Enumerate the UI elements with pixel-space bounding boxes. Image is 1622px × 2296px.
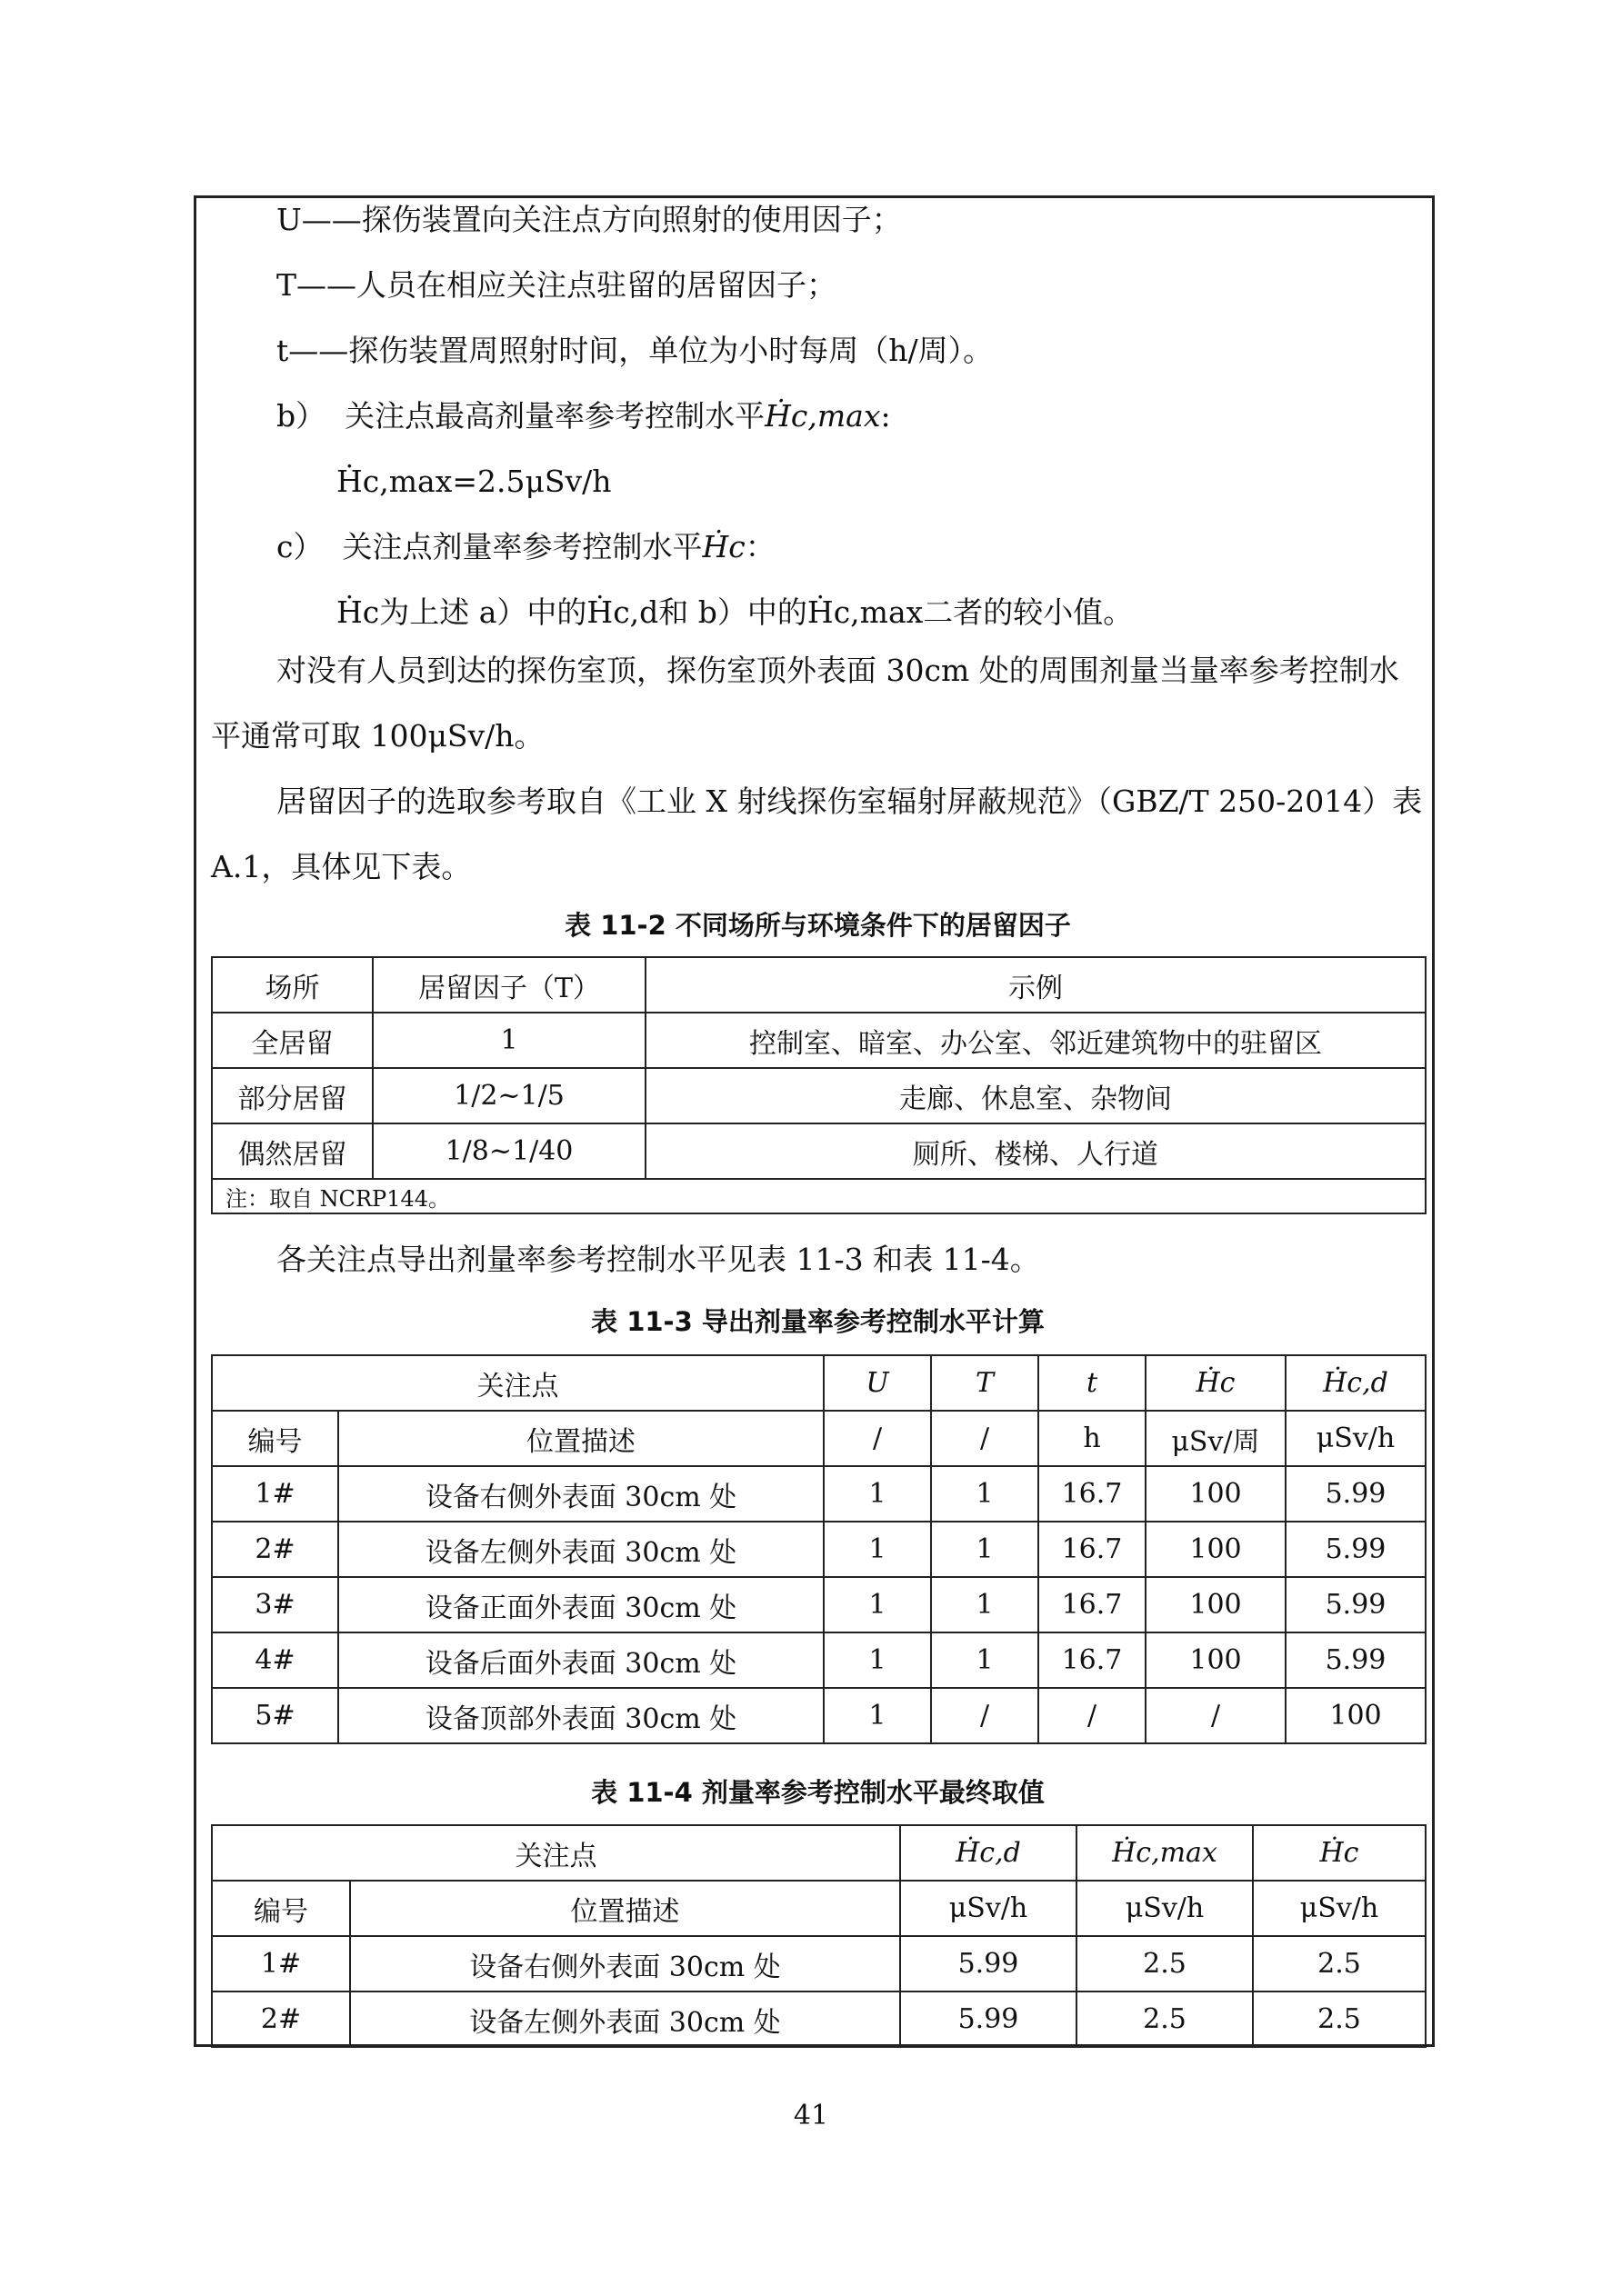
header-cell: t [1038,1355,1146,1411]
header-cell: Ḣc [1253,1825,1426,1881]
header-cell: 关注点 [212,1825,900,1881]
item-b-text: 关注点最高剂量率参考控制水平 [345,398,766,434]
table-cell: 100 [1146,1466,1286,1522]
header-cell: U [824,1355,931,1411]
table-cell: 1 [931,1577,1038,1632]
item-c-text: 关注点剂量率参考控制水平 [342,529,703,564]
table-cell: 1 [824,1688,931,1743]
unit-cell: μSv/h [900,1881,1076,1936]
table-cell: 5.99 [900,1992,1076,2047]
table-cell: 1 [931,1466,1038,1522]
table-cell: 设备右侧外表面 30cm 处 [350,1936,900,1992]
table-cell: 设备左侧外表面 30cm 处 [338,1522,824,1577]
table-row [212,1936,1426,1992]
table-cell: 走廊、休息室、杂物间 [646,1068,1426,1123]
item-c-tail: ： [745,529,776,564]
table-cell: 5# [212,1688,338,1743]
header-cell: 居留因子（T） [373,957,646,1013]
table-header-row [212,957,1426,1013]
table-cell: 5.99 [1286,1577,1426,1632]
table-cell: 控制室、暗室、办公室、邻近建筑物中的驻留区 [646,1013,1426,1068]
header-cell: 场所 [212,957,373,1013]
unit-cell: μSv/周 [1146,1411,1286,1466]
definition-small-t: t——探伤装置周照射时间，单位为小时每周（h/周）。 [276,333,994,368]
table-cell: 设备正面外表面 30cm 处 [338,1577,824,1632]
table-note-row [212,1179,1426,1213]
formula-b: Ḣc,max=2.5μSv/h [336,464,612,499]
header-cell: 关注点 [212,1355,824,1411]
table-11-2 [211,956,1427,1214]
unit-cell: h [1038,1411,1146,1466]
table-cell: 1 [824,1522,931,1577]
table-11-3 [211,1354,1427,1744]
table-row [212,1992,1426,2047]
header-cell: Ḣc,d [900,1825,1076,1881]
table-cell: 16.7 [1038,1522,1146,1577]
table-cell: 1 [373,1013,646,1068]
item-b-symbol: Ḣc,max [765,398,881,434]
table-cell: / [1038,1688,1146,1743]
header-cell: 位置描述 [338,1411,824,1466]
unit-cell: μSv/h [1286,1411,1426,1466]
table-cell: 1 [824,1466,931,1522]
header-cell: 编号 [212,1881,350,1936]
table-cell: / [931,1688,1038,1743]
table-header-row [212,1825,1426,1881]
definition-t: T——人员在相应关注点驻留的居留因子； [276,267,837,303]
roof-paragraph: 对没有人员到达的探伤室顶，探伤室顶外表面 30cm 处的周围剂量当量率参考控制水平通常可取 100μSv/h。 [211,653,1399,754]
table-row [212,1466,1426,1522]
reference-paragraph: 各关注点导出剂量率参考控制水平见表 11-3 和表 11-4。 [276,1242,1040,1277]
item-b-label: b） [276,398,326,434]
table-cell: 16.7 [1038,1466,1146,1522]
table-cell: 2# [212,1522,338,1577]
table-cell: 2.5 [1253,1936,1426,1992]
table-cell: 2# [212,1992,350,2047]
table-cell: 全居留 [212,1013,373,1068]
table-cell: 设备后面外表面 30cm 处 [338,1632,824,1688]
header-cell: 示例 [646,957,1426,1013]
item-c-label: c） [276,529,324,564]
table-note: 注：取自 NCRP144。 [212,1179,1426,1213]
unit-cell: / [931,1411,1038,1466]
table-11-4-caption: 表 11-4 剂量率参考控制水平最终取值 [591,1777,1045,1808]
item-c-detail: Ḣc为上述 a）中的Ḣc,d和 b）中的Ḣc,max二者的较小值。 [336,594,1134,630]
table-cell: 1# [212,1466,338,1522]
item-b [211,384,1490,449]
table-cell: 1 [931,1522,1038,1577]
item-c-symbol: Ḣc [702,529,746,564]
table-cell: 2.5 [1253,1992,1426,2047]
table-row [212,1577,1426,1632]
table-row [212,1123,1426,1179]
header-cell: Ḣc [1146,1355,1286,1411]
page-number: 41 [793,2100,829,2131]
table-cell: 5.99 [1286,1522,1426,1577]
table-cell: 1/2~1/5 [373,1068,646,1123]
table-cell: 100 [1146,1577,1286,1632]
table-row [212,1013,1426,1068]
table-cell: 100 [1286,1688,1426,1743]
table-11-3-caption: 表 11-3 导出剂量率参考控制水平计算 [591,1306,1045,1337]
table-units-row [212,1881,1426,1936]
table-cell: 设备右侧外表面 30cm 处 [338,1466,824,1522]
item-b-tail: : [880,398,891,434]
table-cell: 厕所、楼梯、人行道 [646,1123,1426,1179]
table-cell: 1 [931,1632,1038,1688]
table-row [212,1068,1426,1123]
table-row [212,1522,1426,1577]
table-cell: 3# [212,1577,338,1632]
table-cell: 2.5 [1076,1936,1253,1992]
header-cell: Ḣc,max [1076,1825,1253,1881]
table-cell: 1 [824,1577,931,1632]
header-cell: 位置描述 [350,1881,900,1936]
table-cell: 1 [824,1632,931,1688]
table-header-row [212,1355,1426,1411]
header-cell: Ḣc,d [1286,1355,1426,1411]
header-cell: 编号 [212,1411,338,1466]
table-cell: 1# [212,1936,350,1992]
unit-cell: μSv/h [1253,1881,1426,1936]
unit-cell: / [824,1411,931,1466]
occupancy-paragraph: 居留因子的选取参考取自《工业 X 射线探伤室辐射屏蔽规范》（GBZ/T 250-2014）表 A.1，具体见下表。 [211,784,1423,884]
item-c [211,514,1490,580]
table-cell: 100 [1146,1522,1286,1577]
table-cell: 5.99 [900,1936,1076,1992]
table-cell: 5.99 [1286,1466,1426,1522]
table-cell: 2.5 [1076,1992,1253,2047]
table-cell: 4# [212,1632,338,1688]
header-cell: T [931,1355,1038,1411]
definition-u: U——探伤装置向关注点方向照射的使用因子； [276,202,902,237]
table-cell: 5.99 [1286,1632,1426,1688]
table-11-2-caption: 表 11-2 不同场所与环境条件下的居留因子 [565,910,1071,941]
unit-cell: μSv/h [1076,1881,1253,1936]
table-row [212,1632,1426,1688]
table-units-row [212,1411,1426,1466]
table-cell: / [1146,1688,1286,1743]
table-cell: 16.7 [1038,1632,1146,1688]
table-cell: 100 [1146,1632,1286,1688]
table-cell: 1/8~1/40 [373,1123,646,1179]
table-cell: 部分居留 [212,1068,373,1123]
table-cell: 16.7 [1038,1577,1146,1632]
table-cell: 设备顶部外表面 30cm 处 [338,1688,824,1743]
table-row [212,1688,1426,1743]
table-cell: 偶然居留 [212,1123,373,1179]
table-11-4 [211,1824,1427,2048]
table-cell: 设备左侧外表面 30cm 处 [350,1992,900,2047]
